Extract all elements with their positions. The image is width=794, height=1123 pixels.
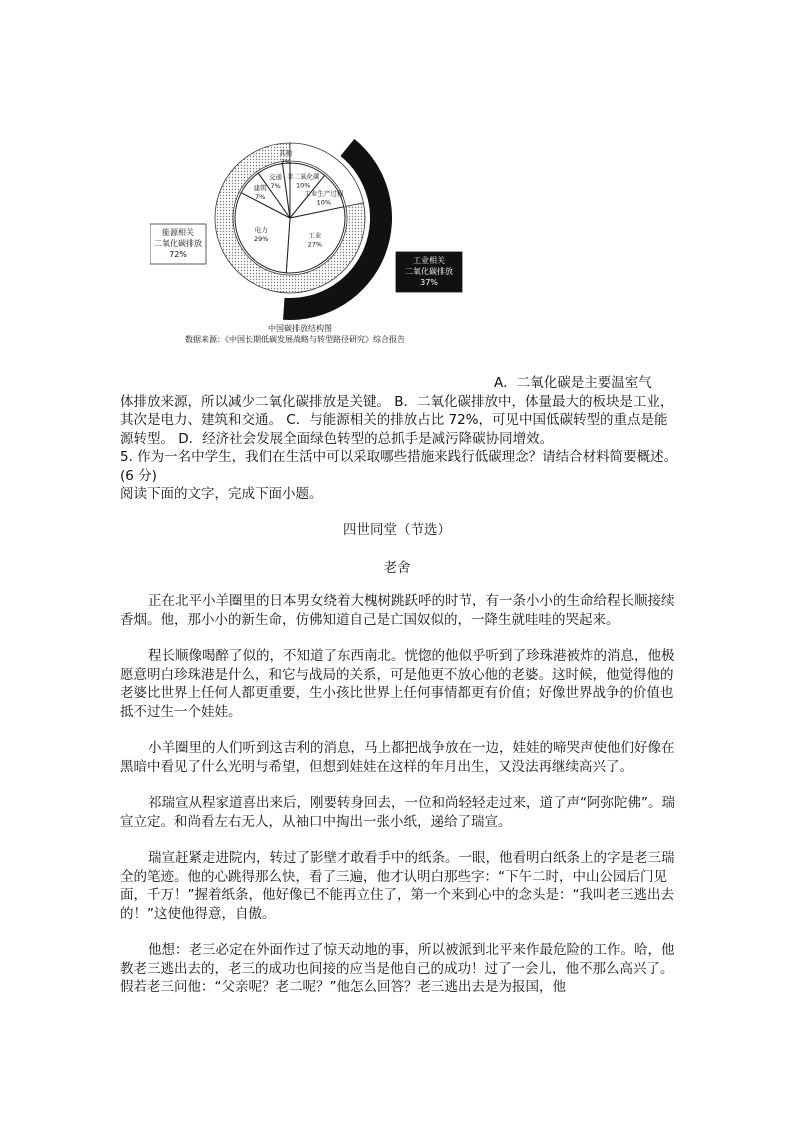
slice-value: 10% [296,181,311,190]
slice-label: 非二氧化碳 [287,172,320,181]
essay-title: 四世同堂（节选） [343,522,451,538]
slice-value: 7% [270,182,281,191]
paragraph-2: 程长顺像喝醉了似的，不知道了东西南北。恍惚的他似乎听到了珍珠港被炸的消息，他极愿意明白珍珠港是什么，和它与战局的关系，可是他更不放心他的老婆。这时候，他觉得他的老婆比世界上任何人都更重要，生小孩比世界上任何事情都更有价值；好像世界战争的价值也抵不过生一个娃娃。 [120,648,675,720]
slice-label: 交通 [268,173,282,182]
chart-title: 中国碳排放结构图 [268,324,332,333]
slice-label: 电力 [254,226,268,235]
slice-value: 10% [316,198,332,207]
paragraph-1: 正在北平小羊圈里的日本男女绕着大槐树跳跃呼的时节，有一条小小的生命给程长顺接续香烟。他，那小小的新生命，仿佛知道自己是亡国奴似的，一降生就哇哇的哭起来。 [120,593,675,628]
group-label-line: 工业相关 [413,256,445,265]
reading-instruction: 阅读下面的文字，完成下面小题。 [120,486,323,502]
paragraph-4: 祁瑞宣从程家道喜出来后，刚要转身回去，一位和尚轻轻走过来，道了声“阿弥陀佛”。瑞宣立定。和尚看左右无人，从袖口中掏出一张小纸，递给了瑞宣。 [120,795,675,830]
question-5: 5. 作为一名中学生，我们在生活中可以采取哪些措施来践行低碳理念？请结合材料简要概述。(6 分) [120,449,678,484]
slice-value: 29% [254,235,269,244]
slice-label: 其他 [279,149,293,158]
group-label-line: 37% [420,278,438,287]
paragraph-5: 瑞宣赶紧走进院内，转过了影壁才敢看手中的纸条。一眼，他看明白纸条上的字是老三瑞全的笔迹。他的心跳得那么快，看了三遍，他才认明白那些字：“下午二时，中山公园后门见面，千万！”握着纸条，他好像已不能再立住了，第一个来到心中的念头是：“我叫老三逃出去的！”这使他得意，自傲。 [120,850,675,922]
group-label-line: 能源相关 [162,228,194,237]
slice-value: 2% [280,158,291,167]
chart-source: 数据来源：《中国长期低碳发展战略与转型路径研究》综合报告 [185,335,405,344]
essay-body [120,592,680,997]
paragraph-6: 他想：老三必定在外面作过了惊天动地的事，所以被派到北平来作最危险的工作。哈，他教老三逃出去的，老三的成功也间接的应当是他自己的成功！过了一会儿，他不那么高兴了。假若老三问他：“父亲呢？老二呢？”他怎么回答？老三逃出去是为报国，他 [120,942,675,995]
paragraph-3: 小羊圈里的人们听到这吉利的消息，马上都把战争放在一边，娃娃的啼哭声使他们好像在黑暗中看见了什么光明与希望，但想到娃娃在这样的年月出生，又没法再继续高兴了。 [120,740,675,775]
question-block [120,374,680,504]
options-text: 体排放来源，所以减少二氧化碳排放是关键。 B．二氧化碳排放中，体量最大的板块是工业，其次是电力、建筑和交通。 C．与能源相关的排放占比 72%，可见中国低碳转型的重点是能源转型。 D．经济社会发展全面绿色转型的总抓手是减污降碳协同增效。 [120,393,674,447]
slice-label: 建筑 [253,183,267,192]
slice-label: 工业生产过程 [304,189,344,198]
carbon-emission-pie-chart [150,128,480,348]
slice-value: 7% [254,192,266,201]
option-a-start: A．二氧化碳是主要温室气 [494,375,652,391]
group-label-line: 二氧化碳排放 [405,267,453,276]
slice-label: 工业 [308,231,322,240]
slice-value: 27% [307,240,323,249]
group-label-line: 二氧化碳排放 [154,239,202,248]
essay-author: 老舍 [383,560,411,576]
group-label-line: 72% [169,250,187,259]
